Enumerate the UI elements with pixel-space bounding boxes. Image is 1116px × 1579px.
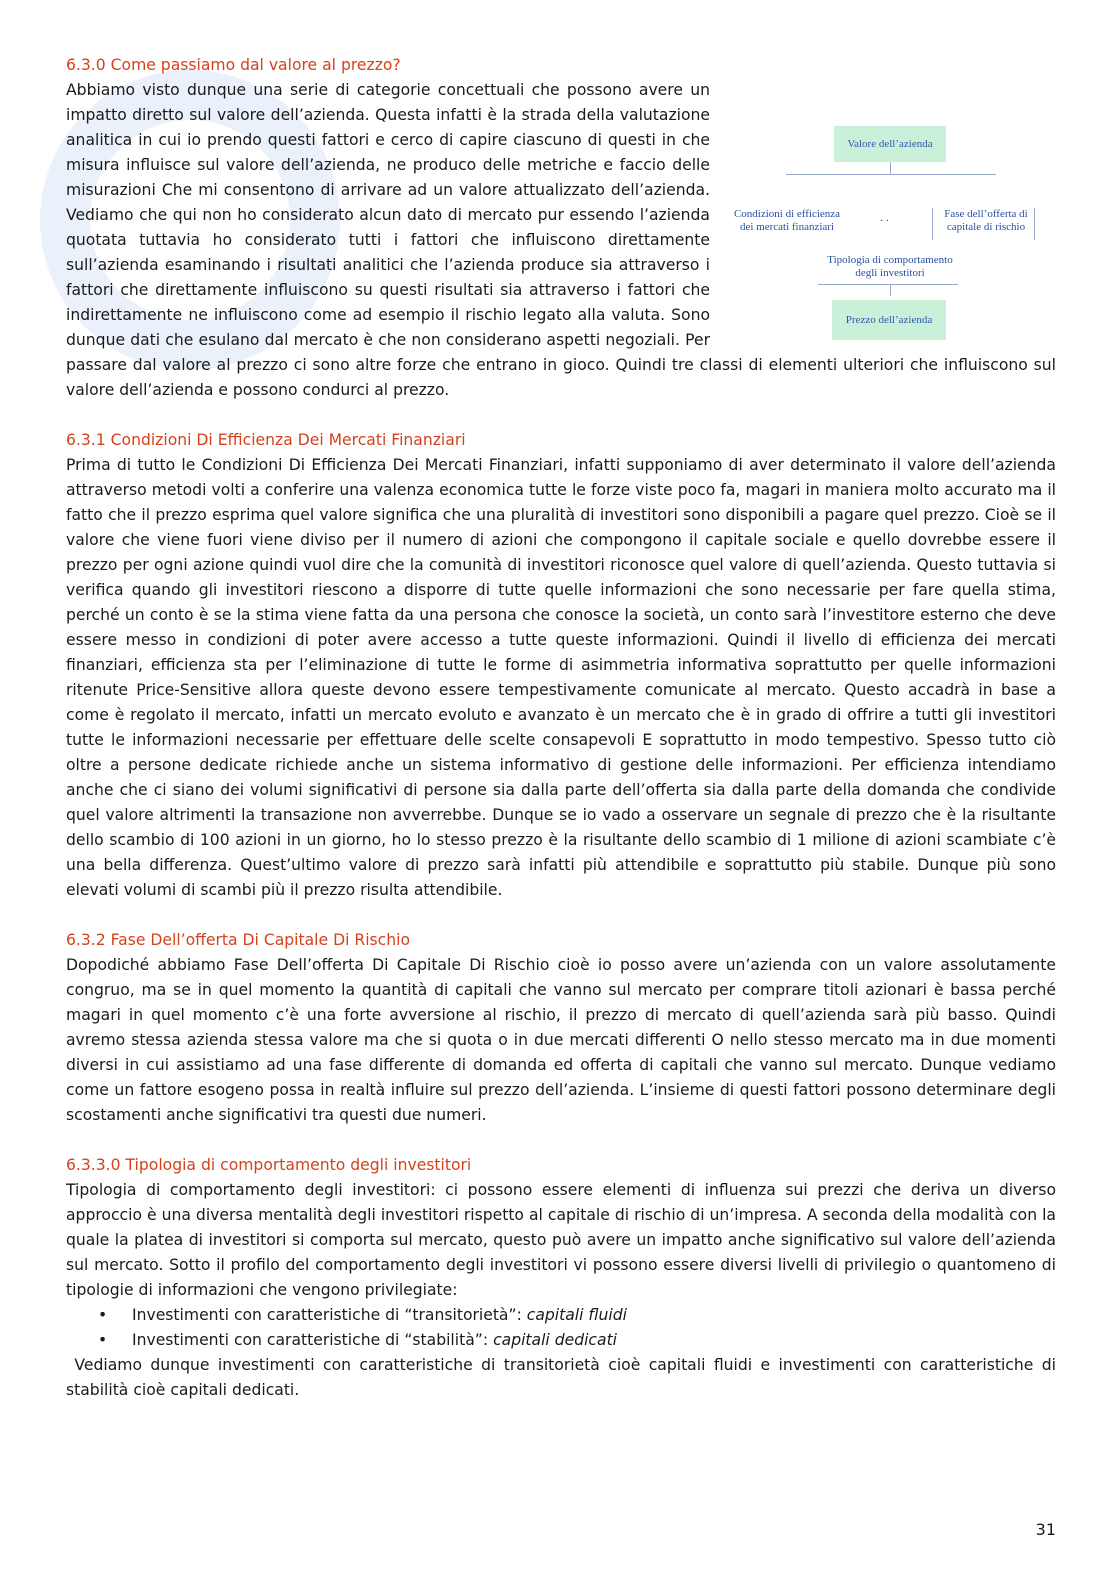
section-paragraph: Prima di tutto le Condizioni Di Efficienza Dei Mercati Finanziari, infatti supponiamo di aver determinato il valore dell’azienda attraverso metodi volti a conferire una valenza economica tutte le forze viste poco fa, magari in maniera molto accurato ma il fatto che il prezzo esprima quel valore significa che una pluralità di investitori sono disponibili a pagare quel prezzo. Cioè se il valore che viene fuori viene diviso per il numero di azioni che compongono il capitale sociale e quello dovrebbe essere il prezzo per ogni azione quindi vuol dire che la comunità di investitori riconosce quel valore di quell’azienda. Questo tuttavia si verifica quando gli investitori riescono a disporre di tutte quelle informazioni che sono necessarie per fare quella stima, perché un conto è se la stima viene fatta da una persona che conosce la società, un conto sarà l’investitore esterno che deve essere messo in condizioni di poter avere accesso a tutte queste informazioni. Quindi il livello di efficienza dei mercati finanziari, efficienza sta per l’eliminazione di tutte le forme di asimmetria informativa soprattutto per quelle informazioni ritenute Price-Sensitive allora queste devono essere tempestivamente comunicate al mercato. Questo accadrà in base a come è regolato il mercato, infatti un mercato evoluto e avanzato è un mercato che è in grado di offrire a tutti gli investitori tutte le informazioni necessarie per effettuare delle scelte consapevoli E soprattutto in modo tempestivo. Spesso tutto ciò oltre a persone dedicate richiede anche un sistema informativo di gestione delle informazioni. Per efficienza intendiamo anche che ci siano dei volumi significativi di persone sia dalla parte dell’offerta sia dalla parte della domanda che condivide quel valore altrimenti la transazione non avverrebbe. Dunque se io vado a osservare un segnale di prezzo che è la risultante dello scambio di 100 azioni in un giorno, ho lo stesso prezzo è la risultante dello scambio di 1 milione di azioni scambiate c’è una bella differenza. Quest’ultimo valore di prezzo sarà infatti più attendibile e soprattutto più stabile. Dunque più sono elevati volumi di scambi più il prezzo risulta attendibile.	[66, 456, 1056, 899]
bullet-italic: capitali dedicati	[493, 1331, 618, 1349]
section-paragraph: Abbiamo visto dunque una serie di categorie concettuali che possono avere un impatto diretto sul valore dell’azienda. Questa infatti è la strada della valutazione analitica in cui io prendo questi fattori e cerco di capire ciascuno di questi in che misura influisce sul valore dell’azienda, ne produco delle metriche e faccio delle misurazioni Che mi consentono di arrivare ad un valore attualizzato dell’azienda. Vediamo che qui non ho considerato alcun dato di mercato pur essendo l’azienda quotata tuttavia ho considerato tutti i fattori che influiscono direttamente sull’azienda esaminando i risultati analitici che l’azienda produce sia attraverso i fattori che direttamente influiscono su questi risultati sia attraverso i fattori che indirettamente ne influiscono come ad esempio il rischio legato alla valuta. Sono dunque dati che esulano dal mercato è che non considerano aspetti negoziali. Per passare dal valore al prezzo ci sono altre forze che entrano in gioco. Quindi tre classi di elementi ulteriori che influiscono sul valore dell’azienda e possono condurci al prezzo.	[66, 81, 1056, 399]
section-paragraph: Dopodiché abbiamo Fase Dell’offerta Di Capitale Di Rischio cioè io posso avere un’azienda con un valore assolutamente congruo, ma se in quel momento la quantità di capitali che vanno sul mercato per comprare titoli azionari è bassa perché magari in quel momento c’è una forte avversione al rischio, il prezzo di mercato di quell’azienda sarà più basso. Quindi avremo stessa azienda stessa valore ma che si quota o in due mercati differenti O nello stesso mercato ma in due momenti diversi in cui assistiamo ad una fase differente di domanda ed offerta di capitali che vanno sul mercato. Dunque vediamo come un fattore esogeno possa in realtà influire sul prezzo dell’azienda. L’insieme di questi fattori possono determinare degli scostamenti anche significativi tra questi due numeri.	[66, 956, 1056, 1124]
bullet-italic: capitali fluidi	[526, 1306, 627, 1324]
diagram-dots: . .	[880, 210, 889, 224]
bullet-list	[66, 1303, 1056, 1353]
page-number: 31	[1035, 1520, 1056, 1539]
list-item	[98, 1328, 1056, 1353]
section-title: 6.3.0 Come passiamo dal valore al prezzo?	[66, 56, 401, 74]
diagram-box-value: Valore dell’azienda	[834, 126, 946, 162]
diagram-box-offer: Fase dell’offerta di capitale di rischio	[944, 208, 1028, 233]
bullet-text: Investimenti con caratteristiche di “stabilità”:	[132, 1331, 494, 1349]
diagram-box-efficiency: Condizioni di efficienza dei mercati finanziari	[733, 208, 841, 233]
section-paragraph: Tipologia di comportamento degli investitori: ci possono essere elementi di influenza sui prezzi che deriva un diverso approccio è una diversa mentalità degli investitori rispetto al capitale di rischio di un’impresa. A seconda della modalità con la quale la platea di investitori si comporta sul mercato, questo può avere un impatto anche significativo sul valore dell’azienda sul mercato. Sotto il profilo del comportamento degli investitori vi possono essere diversi livelli di privilegio o quantomeno di tipologie di informazioni che vengono privilegiate:	[66, 1181, 1056, 1299]
bullet-icon: •	[98, 1331, 108, 1349]
section-title: 6.3.2 Fase Dell’offerta Di Capitale Di Rischio	[66, 931, 410, 949]
diagram-box-behavior: Tipologia di comportamento degli investitori	[827, 254, 953, 279]
list-item	[98, 1303, 1056, 1328]
bullet-icon: •	[98, 1306, 108, 1324]
document-page	[66, 53, 1061, 1403]
diagram-box-price: Prezzo dell’azienda	[832, 300, 946, 340]
closing-paragraph: Vediamo dunque investimenti con caratteristiche di transitorietà cioè capitali fluidi e investimenti con caratteristiche di stabilità cioè capitali dedicati.	[66, 1356, 1061, 1399]
section-title: 6.3.3.0 Tipologia di comportamento degli investitori	[66, 1156, 472, 1174]
value-to-price-diagram	[726, 88, 1056, 328]
bullet-text: Investimenti con caratteristiche di “transitorietà”:	[132, 1306, 527, 1324]
section-title: 6.3.1 Condizioni Di Efficienza Dei Mercati Finanziari	[66, 431, 466, 449]
